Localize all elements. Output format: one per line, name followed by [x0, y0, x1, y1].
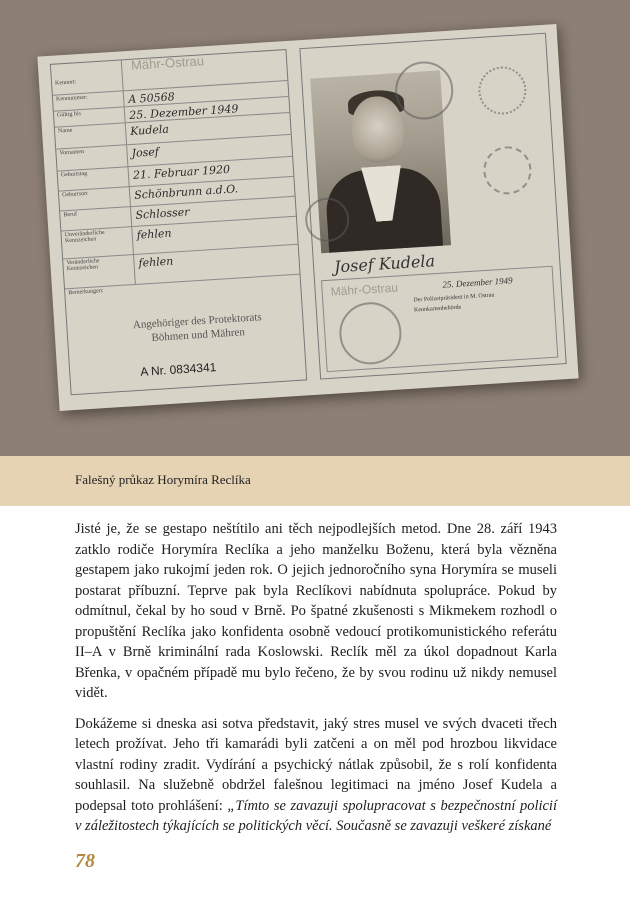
fingerprint-icon — [482, 145, 533, 196]
id-row-label: Beruf — [63, 211, 78, 219]
issuing-authority-sublabel: Kennkartenbehörde — [413, 304, 462, 314]
protectorate-stamp-line1: Angehöriger des Protektorats — [132, 311, 262, 332]
id-row-value: 25. Dezember 1949 — [128, 102, 239, 123]
id-row-value: fehlen — [136, 226, 172, 242]
id-header: Mähr-Ostrau — [130, 53, 205, 73]
figure-caption: Falešný průkaz Horymíra Reclíka — [75, 472, 251, 487]
issuing-authority-box — [321, 266, 558, 372]
id-card-photo — [37, 24, 578, 411]
id-row-label: Geburtsort — [61, 190, 88, 199]
caption-band — [0, 456, 630, 506]
id-card-right-page — [299, 33, 566, 380]
paragraph — [75, 714, 557, 837]
issuing-authority-label: Der Polizeipräsident in M. Ostrau — [413, 292, 495, 304]
id-row-value: A 50568 — [127, 90, 175, 107]
id-row-label: Kennummer: — [55, 94, 88, 103]
id-row-value: fehlen — [138, 254, 174, 270]
id-row-label: Veränderliche Kennzeichen — [66, 258, 100, 273]
id-row-label: Kennort: — [54, 79, 77, 87]
page-number: 78 — [75, 850, 95, 872]
paragraph-text: Dokážeme si dneska asi sotva představit, jaký stres musel ve svých dvaceti třech letech prožívat. Jeho tři kamarádi byli zatčeni a on měl pod hrozbou likvidace vlastní rodiny zradit. Vydírání a psychický nátlak způsobil, že s rolí konfidenta souhlasil. Na služebně obdržel falešnou legitimaci na jméno Josef Kudela a podepsal toto prohlášení: — [75, 715, 557, 814]
id-serial-number: A Nr. 0834341 — [139, 360, 217, 379]
id-row-label: Vornamen — [59, 148, 85, 157]
id-row-label: Name — [57, 127, 73, 135]
article-body — [75, 519, 557, 847]
eagle-seal-icon — [338, 300, 404, 366]
id-row-label: Geburtstag — [60, 170, 88, 179]
id-row-label: Bemerkungen: — [68, 287, 104, 297]
declaration-quote: „Tímto se zavazuji spolupracovat s bezpečnostní policií v záležitostech týkajících se politických věcí. Současně se zavazuji veškeré získané — [75, 797, 557, 834]
id-row-value: Schlosser — [135, 205, 190, 222]
signature: Josef Kudela — [333, 251, 436, 277]
protectorate-stamp — [107, 309, 288, 348]
issuing-authority-stamp: Mähr-Ostrau — [330, 280, 399, 299]
id-card-left-page — [50, 49, 307, 395]
id-row-value: 21. Februar 1920 — [132, 162, 231, 182]
id-row-label: Unveränderliche Kennzeichen — [64, 229, 105, 245]
fingerprint-icon — [477, 65, 528, 116]
issue-date: 25. Dezember 1949 — [442, 275, 513, 290]
id-row-value: Schönbrunn a.d.O. — [133, 182, 239, 202]
id-row-label: Gültig bis — [56, 111, 82, 119]
id-row-value: Kudela — [129, 122, 170, 138]
paragraph: Jisté je, že se gestapo neštítilo ani těch nejpodlejších metod. Dne 28. září 1943 zatklo rodiče Horymíra Reclíka a jeho manželku Boženu, která byla vězněna gestapem jako rukojmí jeden rok. O jejich jednoročního syna Horymíra se museli postarat příbuzní. Teprve pak byla Reclíkovi nabídnuta spolupráce. Pokud by odmítnul, čekal by ho soud v Brně. Po špatné zkušenosti s Mikmekem rozhodl o propuštění Reclíka jako konfidenta osobně vedoucí protikomunistického referátu II–A v Brně kriminální rada Koslowski. Reclík měl za úkol dopadnout Karla Břenka, v opačném případě mu bylo řečeno, že by svou rodinu už nikdy nemusel vidět. — [75, 521, 557, 701]
id-row-value: Josef — [131, 145, 160, 160]
protectorate-stamp-line2: Böhmen und Mähren — [151, 326, 246, 345]
